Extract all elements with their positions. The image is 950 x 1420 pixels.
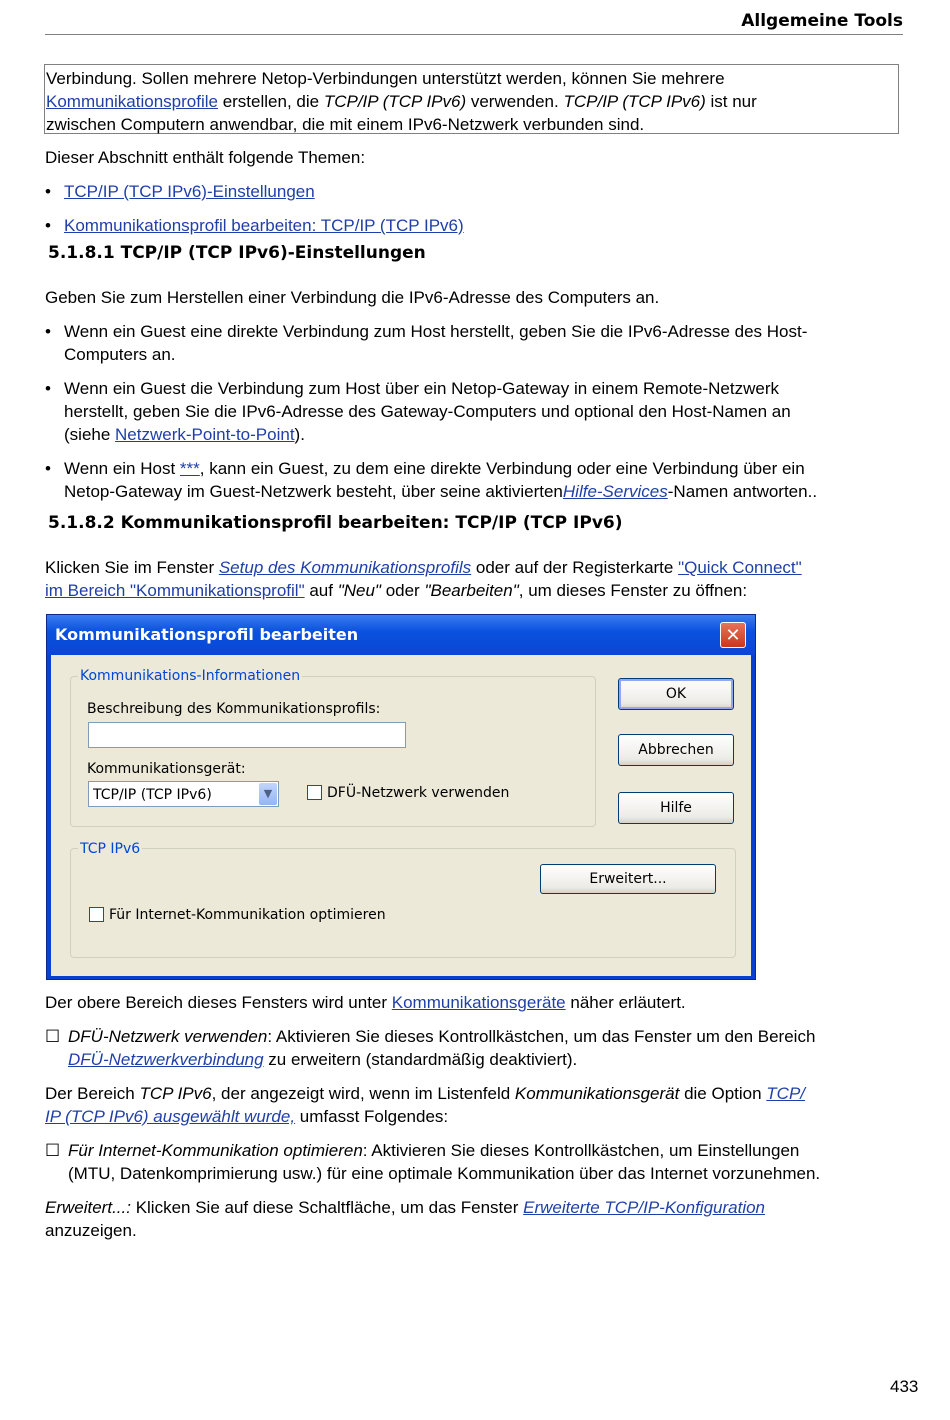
- text: : Aktivieren Sie dieses Kontrollkästchen, um Einstellungen: [362, 1141, 800, 1160]
- device-select-value: TCP/IP (TCP IPv6): [93, 787, 212, 803]
- text: Netop-Gateway im Guest-Netzwerk besteht, über seine aktivierten: [64, 482, 563, 501]
- link-hilfe-services[interactable]: Hilfe-Services: [562, 482, 668, 501]
- intro-italic: TCP/IP (TCP IPv6): [563, 92, 706, 111]
- text-italic: Erweitert...:: [45, 1198, 131, 1217]
- cancel-button[interactable]: Abbrechen: [618, 734, 734, 766]
- text: Der Bereich: [45, 1084, 140, 1103]
- intro-text: zwischen Computern anwendbar, die mit einem IPv6-Netzwerk verbunden sind.: [46, 115, 645, 134]
- text-italic: TCP IPv6: [139, 1084, 212, 1103]
- list-item-text: [64, 423, 904, 446]
- link-tcpip-option[interactable]: TCP/: [766, 1084, 806, 1103]
- text: näher erläutert.: [565, 993, 686, 1012]
- link-dfu-netzwerkverbindung[interactable]: DFÜ-Netzwerkverbindung: [68, 1050, 264, 1069]
- text: zu erweitern (standardmäßig deaktiviert).: [263, 1050, 578, 1069]
- dialog-title: Kommunikationsprofil bearbeiten: [55, 625, 359, 644]
- link-erweiterte-tcpip-konfiguration[interactable]: Erweiterte TCP/IP-Konfiguration: [523, 1198, 766, 1217]
- list-item: [45, 377, 904, 446]
- group-legend: Kommunikations-Informationen: [80, 668, 301, 684]
- text-line: [45, 579, 895, 602]
- intro-italic: TCP/IP (TCP IPv6): [323, 92, 467, 111]
- intro-text: ist nur: [705, 92, 757, 111]
- text-italic: "Neu": [337, 581, 381, 600]
- link-kommunikationsgeraete[interactable]: Kommunikationsgeräte: [391, 993, 566, 1012]
- list-item-text: herstellt, geben Sie die IPv6-Adresse des Gateway-Computers und optional den Host-Namen an: [64, 402, 791, 421]
- text: auf: [304, 581, 338, 600]
- text-italic: DFÜ-Netzwerk verwenden: [68, 1027, 268, 1046]
- chevron-down-icon[interactable]: ▼: [259, 783, 277, 805]
- paragraph: [45, 991, 895, 1014]
- text: umfasst Folgendes:: [295, 1107, 449, 1126]
- section-heading-5-1-8-2: 5.1.8.2 Kommunikationsprofil bearbeiten: TCP/IP (TCP IPv6): [48, 513, 623, 533]
- intro-line-2: [46, 90, 898, 113]
- internet-optimize-checkbox[interactable]: [89, 907, 104, 922]
- topic-item: [45, 214, 904, 237]
- header-title: Allgemeine Tools: [741, 11, 903, 31]
- list-item-text: Computers an.: [64, 345, 176, 364]
- bullet-icon: •: [45, 379, 51, 398]
- text: Klicken Sie auf diese Schaltfläche, um das Fenster: [130, 1198, 524, 1217]
- text: : Aktivieren Sie dieses Kontrollkästchen, um das Fenster um den Bereich: [267, 1027, 816, 1046]
- list-item-text: [64, 457, 904, 480]
- section-heading-5-1-8-1: 5.1.8.1 TCP/IP (TCP IPv6)-Einstellungen: [48, 243, 426, 263]
- text: oder auf der Registerkarte: [471, 558, 679, 577]
- text: , um dieses Fenster zu öffnen:: [518, 581, 748, 600]
- text: Wenn ein Host: [64, 459, 180, 478]
- intro-box: [44, 64, 899, 134]
- paragraph: [45, 1082, 895, 1128]
- page-header: [45, 8, 903, 35]
- text-line: [45, 1196, 895, 1219]
- dialog-body: [51, 655, 751, 976]
- topic-item: [45, 180, 904, 203]
- text-italic: "Bearbeiten": [424, 581, 519, 600]
- paragraph: [45, 1196, 895, 1242]
- bullet-icon: •: [45, 322, 51, 341]
- text: die Option: [679, 1084, 767, 1103]
- link-setup-kommunikationsprofils[interactable]: Setup des Kommunikationsprofils: [218, 558, 472, 577]
- bullet-icon: •: [45, 216, 51, 235]
- text: oder: [380, 581, 425, 600]
- text: , kann ein Guest, zu dem eine direkte Verbindung oder eine Verbindung über ein: [199, 459, 805, 478]
- text-line: (MTU, Datenkomprimierung usw.) für eine optimale Kommunikation über das Internet vorzunehmen.: [68, 1164, 821, 1183]
- text-line: [68, 1048, 908, 1071]
- dfu-checkbox[interactable]: [307, 785, 322, 800]
- section2-intro: [45, 556, 895, 602]
- list-item: [45, 457, 904, 503]
- bullet-icon: •: [45, 459, 51, 478]
- checkbox-icon: ☐: [45, 1027, 61, 1046]
- intro-text: erstellen, die: [217, 92, 324, 111]
- link-bereich-kommunikationsprofil[interactable]: im Bereich "Kommunikationsprofil": [45, 581, 305, 600]
- intro-line-1: [46, 67, 898, 90]
- text-italic: Kommunikationsgerät: [514, 1084, 680, 1103]
- advanced-button[interactable]: Erweitert...: [540, 864, 716, 894]
- text: ).: [294, 425, 305, 444]
- description-input[interactable]: [88, 722, 406, 748]
- group-legend: TCP IPv6: [80, 841, 141, 857]
- text-line: anzuzeigen.: [45, 1221, 137, 1240]
- list-item-text: Wenn ein Guest eine direkte Verbindung zum Host herstellt, geben Sie die IPv6-Adresse des Host-: [64, 322, 808, 341]
- intro-text: Verbindung. Sollen mehrere Netop-Verbindungen unterstützt werden, können Sie mehrere: [46, 69, 725, 88]
- text: Der obere Bereich dieses Fensters wird unter: [45, 993, 392, 1012]
- intro-line-3: [46, 113, 898, 136]
- link-tcpip-option-cont[interactable]: IP (TCP IPv6) ausgewählt wurde,: [45, 1107, 296, 1126]
- dialog-window: [46, 614, 756, 980]
- link-kommunikationsprofile[interactable]: Kommunikationsprofile: [46, 92, 218, 111]
- text-line: [45, 1082, 895, 1105]
- option-item: [45, 1139, 908, 1185]
- option-item: [45, 1025, 908, 1071]
- list-item-text: [64, 480, 904, 503]
- page-number: 433: [890, 1377, 919, 1396]
- text-line: [45, 1105, 895, 1128]
- text: Klicken Sie im Fenster: [45, 558, 219, 577]
- topics-intro: Dieser Abschnitt enthält folgende Themen:: [45, 148, 366, 167]
- text: , der angezeigt wird, wenn im Listenfeld: [211, 1084, 515, 1103]
- text: -Namen antworten..: [667, 482, 818, 501]
- ok-button[interactable]: OK: [618, 678, 734, 710]
- text-italic: Für Internet-Kommunikation optimieren: [68, 1141, 363, 1160]
- text-line: [68, 1025, 908, 1048]
- link-quick-connect[interactable]: "Quick Connect": [678, 558, 802, 577]
- help-button[interactable]: Hilfe: [618, 792, 734, 824]
- link-topic-edit-profile[interactable]: Kommunikationsprofil bearbeiten: TCP/IP (TCP IPv6): [64, 216, 464, 235]
- text: (siehe: [64, 425, 116, 444]
- text-line: [45, 556, 895, 579]
- link-netzwerk-point-to-point[interactable]: Netzwerk-Point-to-Point: [115, 425, 295, 444]
- list-item: [45, 320, 904, 366]
- intro-text: verwenden.: [466, 92, 564, 111]
- list-item-text: Wenn ein Guest die Verbindung zum Host über ein Netop-Gateway in einem Remote-Netzwerk: [64, 379, 779, 398]
- description-label: Beschreibung des Kommunikationsprofils:: [87, 701, 381, 717]
- close-icon[interactable]: ✕: [720, 622, 746, 648]
- bullet-icon: •: [45, 182, 51, 201]
- link-topic-tcpip-settings[interactable]: TCP/IP (TCP IPv6)-Einstellungen: [64, 182, 315, 201]
- section1-intro: Geben Sie zum Herstellen einer Verbindung die IPv6-Adresse des Computers an.: [45, 288, 660, 307]
- text-line: [68, 1139, 908, 1162]
- device-select[interactable]: [88, 781, 279, 807]
- internet-optimize-label: Für Internet-Kommunikation optimieren: [109, 907, 386, 923]
- checkbox-icon: ☐: [45, 1141, 61, 1160]
- dialog-titlebar[interactable]: [47, 615, 755, 655]
- dfu-label: DFÜ-Netzwerk verwenden: [327, 785, 510, 801]
- link-asterisks[interactable]: ***: [179, 459, 200, 478]
- device-label: Kommunikationsgerät:: [87, 761, 246, 777]
